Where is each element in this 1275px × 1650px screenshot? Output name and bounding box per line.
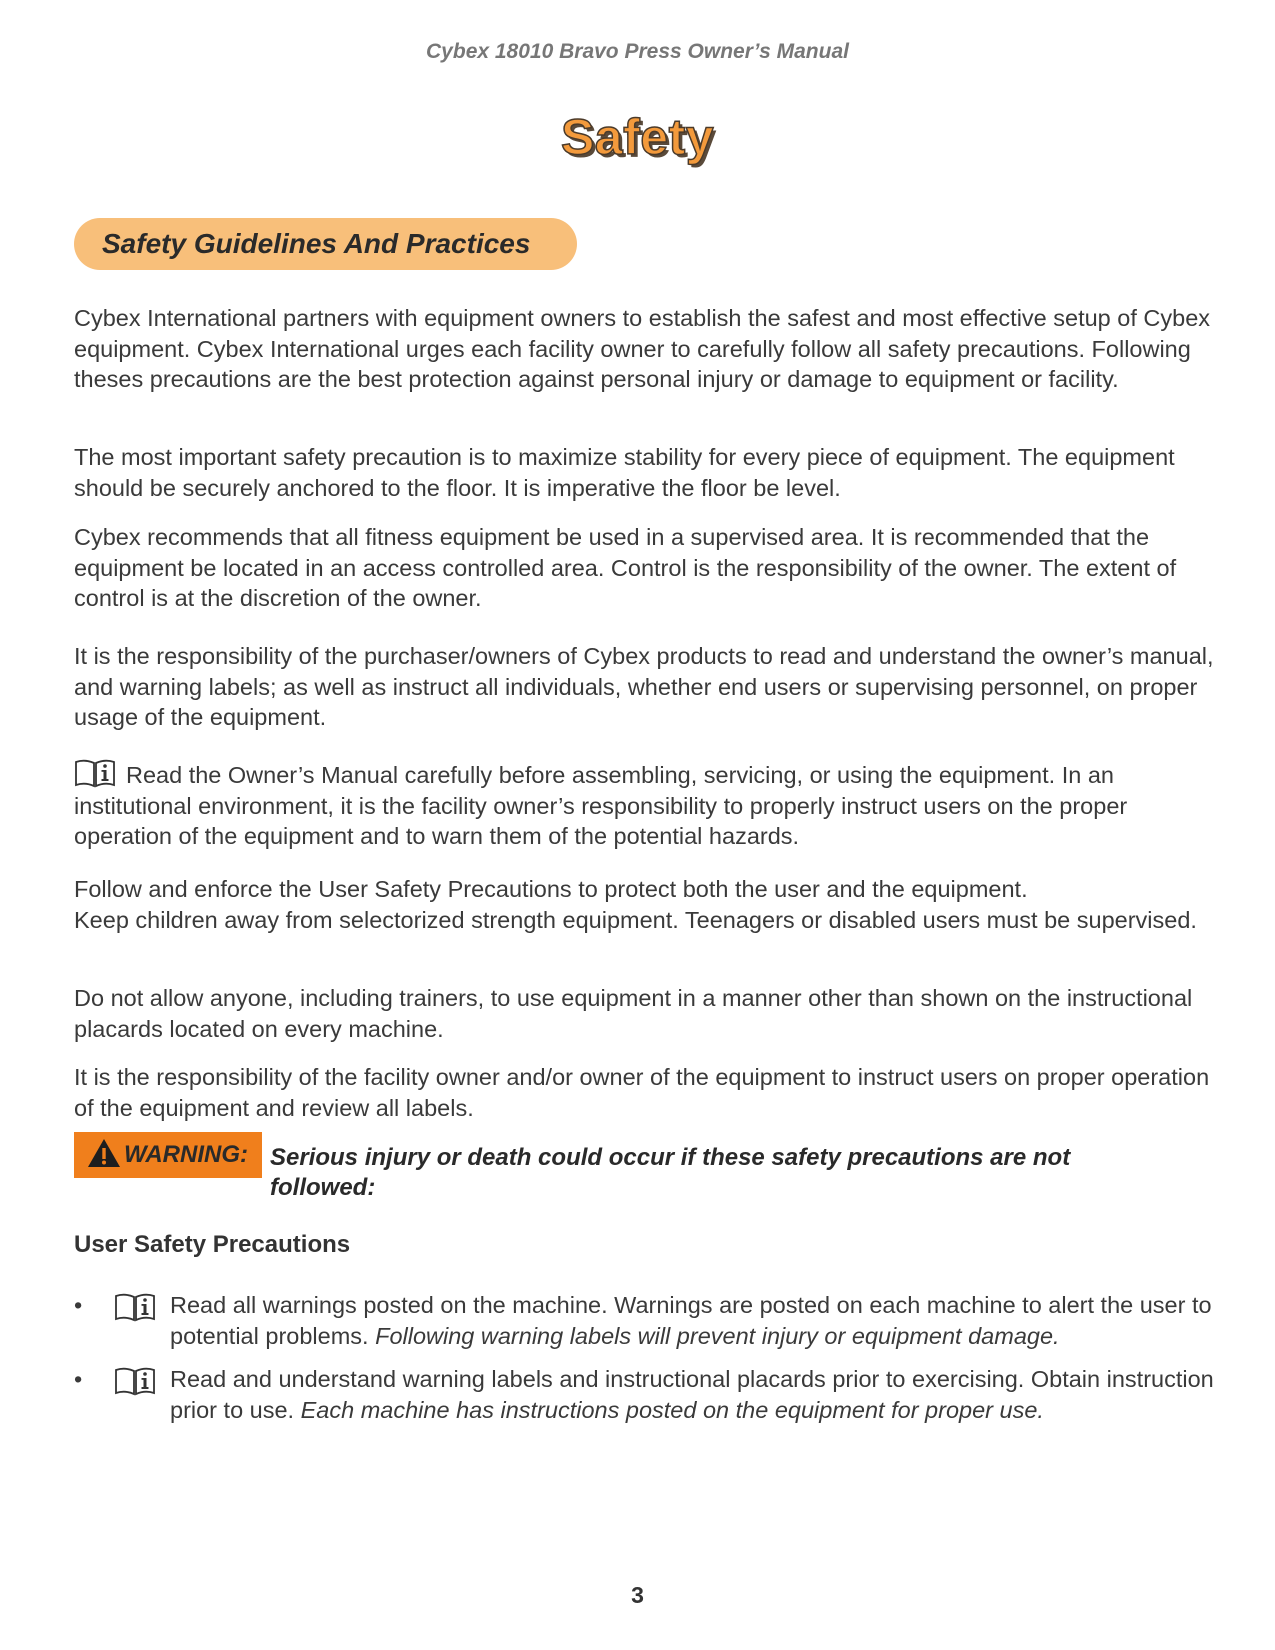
warning-badge xyxy=(74,1132,262,1178)
book-info-icon xyxy=(114,1366,156,1404)
page-title: Safety xyxy=(560,109,715,165)
paragraph-supervision: Cybex recommends that all fitness equipment be used in a supervised area. It is recommended that the equipment be located in an access controlled area. Control is the responsibility of the owner. The extent of control is at the discretion of the owner. xyxy=(74,524,1177,611)
paragraph-intro: Cybex International partners with equipment owners to establish the safest and most effective setup of Cybex equipment. Cybex International urges each facility owner to carefully follow all safety precautions. Following theses precautions are the best protection against personal injury or damage to equipment or facility. xyxy=(74,305,1211,392)
book-info-icon xyxy=(74,758,116,788)
paragraph-enforce: Follow and enforce the User Safety Precautions to protect both the user and the equipment. Keep children away from selectorized strength equipment. Teenagers or disabled users must be supervised. xyxy=(74,876,1197,933)
list-item: • Read all warnings posted on the machine. Warnings are posted on each machine to alert the user to potential problems. Following warning labels will prevent injury or equipment damage. xyxy=(74,1292,1212,1349)
paragraph-owner-instruct: It is the responsibility of the facility owner and/or owner of the equipment to instruct users on proper operation of the equipment and review all labels. xyxy=(74,1064,1210,1121)
list-item: • Read and understand warning labels and instructional placards prior to exercising. Obtain instruction prior to use. Each machine has instructions posted on the equipment for proper use. xyxy=(74,1366,1214,1423)
paragraph-trainers: Do not allow anyone, including trainers, to use equipment in a manner other than shown on the instructional placards located on every machine. xyxy=(74,985,1193,1042)
paragraph-responsibility: It is the responsibility of the purchaser/owners of Cybex products to read and understand the owner’s manual, and warning labels; as well as instruct all individuals, whether end users or supervising personnel, on proper usage of the equipment. xyxy=(74,643,1214,730)
book-info-icon xyxy=(114,1292,156,1330)
page-number: 3 xyxy=(631,1582,644,1608)
bullet: • xyxy=(74,1292,83,1318)
running-header: Cybex 18010 Bravo Press Owner’s Manual xyxy=(426,40,849,63)
paragraph-stability: The most important safety precaution is to maximize stability for every piece of equipment. The equipment should be securely anchored to the floor. It is imperative the floor be level. xyxy=(74,444,1175,501)
paragraph-read-manual: Read the Owner’s Manual carefully before assembling, servicing, or using the equipment. In an institutional environment, it is the facility owner’s responsibility to properly instruct users on the proper operation of the equipment and to warn them of the potential hazards. xyxy=(74,758,1214,852)
section-title: Safety Guidelines And Practices xyxy=(74,218,577,270)
bullet: • xyxy=(74,1366,83,1392)
warning-label: WARNING: xyxy=(124,1141,248,1168)
user-safety-heading: User Safety Precautions xyxy=(74,1231,351,1258)
warning-triangle-icon xyxy=(86,1137,122,1174)
warning-text: Serious injury or death could occur if these safety precautions are not followed: xyxy=(270,1144,1071,1201)
